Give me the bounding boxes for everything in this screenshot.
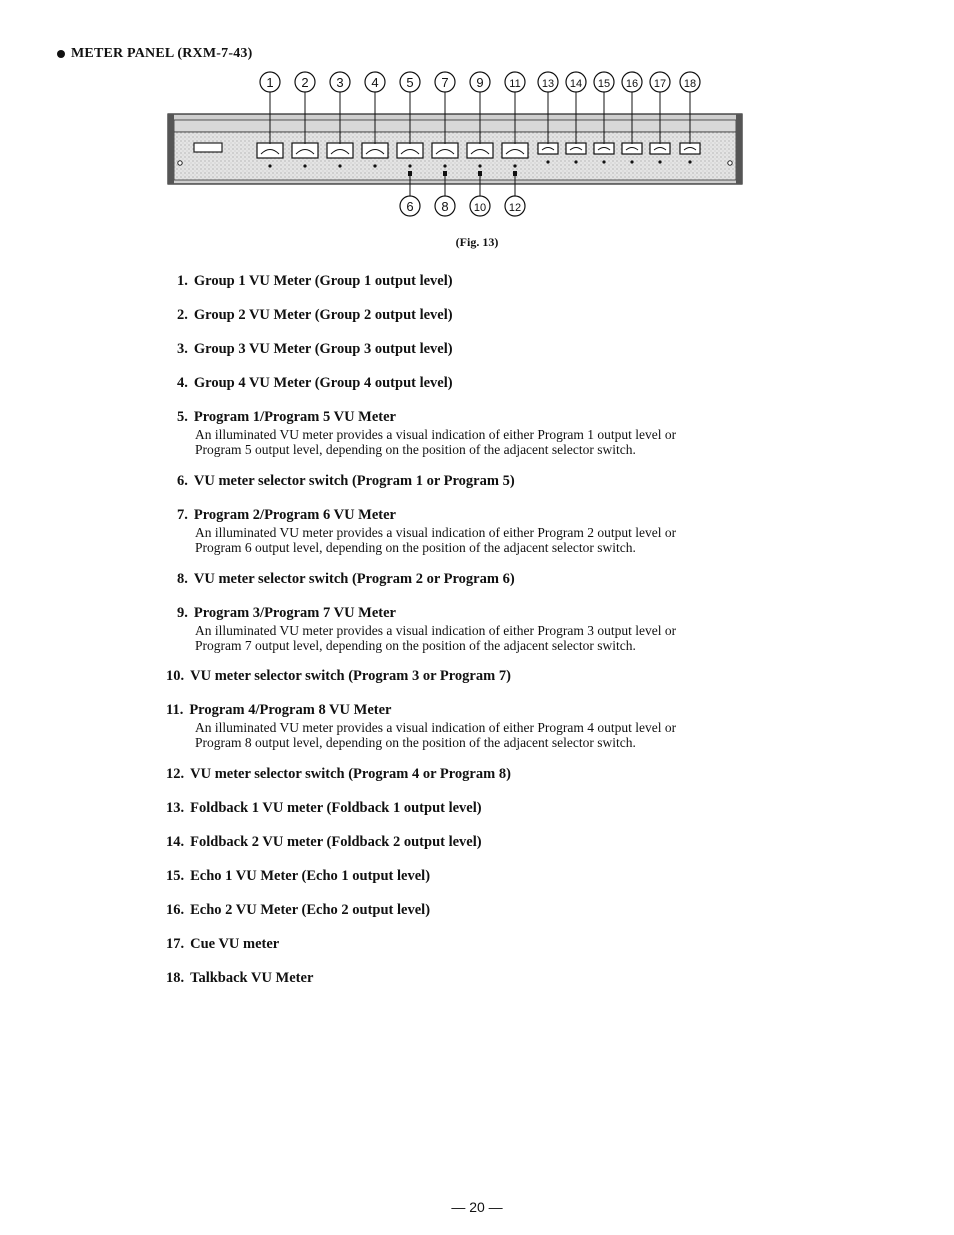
item-number: 2.	[177, 307, 188, 323]
item-title	[166, 766, 511, 783]
item-title	[177, 273, 453, 290]
item-number: 13.	[166, 800, 185, 816]
item-title-text: Program 3/Program 7 VU Meter	[193, 605, 396, 621]
item-number: 16.	[166, 902, 185, 918]
item-title	[166, 668, 511, 685]
item-title	[177, 307, 453, 324]
callout-number: 10	[473, 202, 487, 214]
item-title-text: Echo 2 VU Meter (Echo 2 output level)	[190, 902, 431, 918]
item-title	[166, 970, 313, 987]
item-title	[177, 375, 453, 392]
callout-number: 8	[441, 199, 449, 214]
item-number: 4.	[177, 375, 188, 391]
callout-number: 9	[476, 75, 484, 90]
item-title-text: Echo 1 VU Meter (Echo 1 output level)	[190, 868, 431, 884]
item-number: 17.	[166, 936, 185, 952]
item-title	[177, 571, 515, 588]
callout-number: 5	[406, 75, 414, 90]
callout-number: 6	[406, 199, 414, 214]
callout-number: 7	[441, 75, 449, 90]
item-number: 9.	[177, 605, 188, 621]
callout-number: 14	[569, 78, 583, 90]
item-number: 5.	[177, 409, 188, 425]
callout-number: 12	[508, 202, 522, 214]
item-number: 11.	[166, 702, 184, 718]
item-description: An illuminated VU meter provides a visual indication of either Program 4 output level or Program 8 output level, depending on the position of the adjacent selector switch.	[195, 720, 677, 750]
callout-number: 17	[653, 78, 667, 90]
item-description: An illuminated VU meter provides a visual indication of either Program 3 output level or Program 7 output level, depending on the position of the adjacent selector switch.	[195, 623, 677, 653]
callout-number: 18	[683, 78, 697, 90]
item-title-text: Program 4/Program 8 VU Meter	[189, 702, 392, 718]
item-title	[166, 868, 430, 885]
item-title	[166, 902, 430, 919]
item-title-text: Group 3 VU Meter (Group 3 output level)	[193, 341, 453, 357]
item-title	[166, 702, 391, 719]
item-description: An illuminated VU meter provides a visual indication of either Program 2 output level or Program 6 output level, depending on the position of the adjacent selector switch.	[195, 525, 677, 555]
item-title-text: Foldback 1 VU meter (Foldback 1 output level)	[190, 800, 482, 816]
item-number: 14.	[166, 834, 185, 850]
callout-number: 1	[266, 75, 274, 90]
item-title-text: Group 1 VU Meter (Group 1 output level)	[193, 273, 453, 289]
item-title	[177, 409, 396, 426]
callout-number: 4	[371, 75, 379, 90]
item-title	[166, 936, 279, 953]
item-title	[177, 473, 515, 490]
item-title-text: VU meter selector switch (Program 3 or Program 7)	[190, 668, 511, 684]
page-number: — 20 —	[451, 1199, 503, 1215]
item-number: 3.	[177, 341, 188, 357]
item-title	[177, 507, 396, 524]
item-title	[166, 800, 482, 817]
callout-number: 13	[541, 78, 555, 90]
item-title-text: Cue VU meter	[190, 936, 280, 952]
item-description: An illuminated VU meter provides a visual indication of either Program 1 output level or Program 5 output level, depending on the position of the adjacent selector switch.	[195, 427, 677, 457]
item-title-text: Group 2 VU Meter (Group 2 output level)	[193, 307, 453, 323]
item-title-text: Group 4 VU Meter (Group 4 output level)	[193, 375, 453, 391]
item-title-text: Foldback 2 VU meter (Foldback 2 output level)	[190, 834, 482, 850]
item-number: 15.	[166, 868, 185, 884]
item-number: 1.	[177, 273, 188, 289]
item-number: 7.	[177, 507, 188, 523]
item-number: 12.	[166, 766, 185, 782]
callout-number: 3	[336, 75, 344, 90]
item-title-text: VU meter selector switch (Program 2 or Program 6)	[193, 571, 515, 587]
item-number: 8.	[177, 571, 188, 587]
callout-number: 16	[625, 78, 639, 90]
item-number: 10.	[166, 668, 185, 684]
item-title-text: Program 2/Program 6 VU Meter	[193, 507, 396, 523]
item-title	[177, 605, 396, 622]
callout-number: 11	[509, 78, 521, 90]
item-title	[177, 341, 453, 358]
callout-number: 2	[301, 75, 309, 90]
callout-number: 15	[597, 78, 611, 90]
item-title	[166, 834, 482, 851]
item-number: 18.	[166, 970, 185, 986]
section-heading-text: METER PANEL (RXM-7-43)	[71, 46, 253, 61]
item-title-text: VU meter selector switch (Program 1 or Program 5)	[193, 473, 515, 489]
item-title-text: Program 1/Program 5 VU Meter	[193, 409, 396, 425]
item-title-text: Talkback VU Meter	[190, 970, 314, 986]
item-number: 6.	[177, 473, 188, 489]
figure-caption: (Fig. 13)	[455, 235, 499, 249]
item-title-text: VU meter selector switch (Program 4 or Program 8)	[190, 766, 511, 782]
